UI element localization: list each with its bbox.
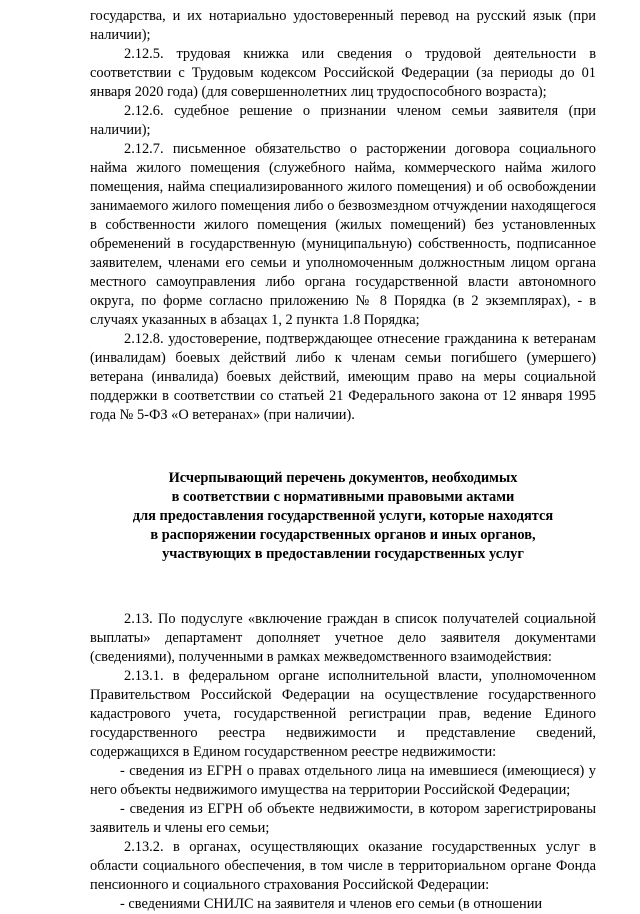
paragraph-2-12-5: 2.12.5. трудовая книжка или сведения о трудовой деятельности в соответствии с Трудовым кодексом Российской Федерации (за периоды до 01 января 2020 года) (для совершеннолетних лиц трудоспособного возраста); (90, 46, 596, 100)
section-heading-line: Исчерпывающий перечень документов, необходимых (168, 470, 518, 486)
bullet-snils: - сведениями СНИЛС на заявителя и членов его семьи (в отношении (120, 896, 543, 912)
paragraph-2-13-1: 2.13.1. в федеральном органе исполнительной власти, уполномоченном Правительством Российской Федерации на осуществление государственного кадастрового учета, государственной регистрации прав, ведение Единого государственного реестра недвижимости и представление сведений, содержащихся в Едином государственном реестре недвижимости: (90, 668, 596, 760)
bullet-egrn-rights: - сведения из ЕГРН о правах отдельного лица на имевшиеся (имеющиеся) у него объекты недвижимого имущества на территории Российской Федерации; (90, 763, 596, 798)
bullet-egrn-property: - сведения из ЕГРН об объекте недвижимости, в котором зарегистрированы заявитель и члены его семьи; (90, 801, 596, 836)
paragraph-foreign-document-translation: государства, и их нотариально удостоверенный перевод на русский язык (при наличии); (90, 8, 596, 43)
section-heading-line: в соответствии с нормативными правовыми актами (171, 489, 515, 505)
section-heading-line: участвующих в предоставлении государственных услуг (162, 546, 524, 562)
paragraph-2-13-2: 2.13.2. в органах, осуществляющих оказание государственных услуг в области социального обеспечения, в том числе в территориальном органе Фонда пенсионного и социального страхования Российской Федерации: (90, 839, 596, 893)
paragraph-2-12-6: 2.12.6. судебное решение о признании членом семьи заявителя (при наличии); (90, 103, 596, 138)
section-heading-line: для предоставления государственной услуги, которые находятся (132, 508, 554, 524)
section-heading (90, 469, 596, 564)
paragraph-2-13: 2.13. По подуслуге «включение граждан в список получателей социальной выплаты» департамент дополняет учетное дело заявителя документами (сведениями), полученными в рамках межведомственного взаимодействия: (90, 611, 596, 665)
paragraph-2-12-7: 2.12.7. письменное обязательство о расторжении договора социального найма жилого помещения (служебного найма, коммерческого найма жилого помещения, найма специализированного жилого помещения) и об освобождении занимаемого жилого помещения либо о безвозмездном отчуждении находящегося в собственности жилого помещения (жилых помещений) без установленных обременений в государственную (муниципальную) собственность, подписанное заявителем, членами его семьи и уполномоченным должностным лицом органа местного самоуправления либо органа государственной власти автономного округа, по форме согласно приложению № 8 Порядка (в 2 экземплярах), - в случаях указанных в абзацах 1, 2 пункта 1.8 Порядка; (90, 141, 596, 328)
section-heading-line: в распоряжении государственных органов и иных органов, (150, 527, 536, 543)
paragraph-2-12-8: 2.12.8. удостоверение, подтверждающее отнесение гражданина к ветеранам (инвалидам) боевых действий либо к членам семьи погибшего (умершего) ветерана (инвалида) боевых действий, имеющим право на меры социальной поддержки в соответствии со статьей 21 Федерального закона от 12 января 1995 года № 5-ФЗ «О ветеранах» (при наличии). (90, 331, 596, 423)
